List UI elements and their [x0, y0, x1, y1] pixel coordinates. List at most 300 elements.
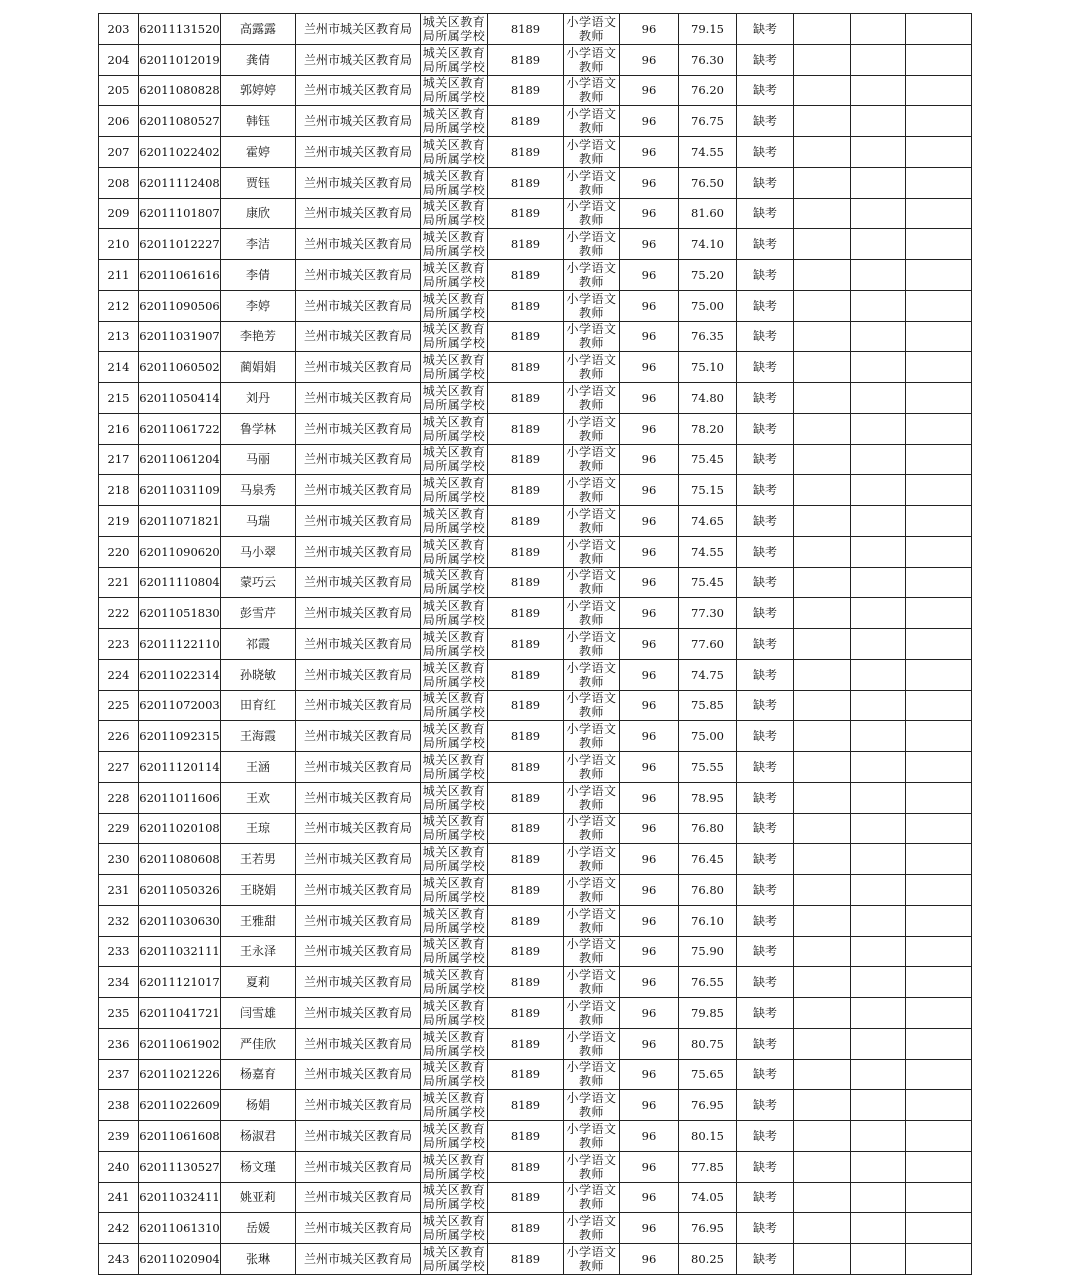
cell-note: 缺考	[737, 1244, 794, 1275]
cell-plan-count: 96	[620, 229, 679, 260]
cell-post: 小学语文教师	[564, 106, 620, 137]
cell-unit: 城关区教育局所属学校	[421, 383, 488, 414]
cell-exam-id: 62011072003	[139, 690, 221, 721]
cell-empty	[851, 690, 906, 721]
cell-plan-count: 96	[620, 752, 679, 783]
cell-post: 小学语文教师	[564, 1213, 620, 1244]
cell-note: 缺考	[737, 1213, 794, 1244]
cell-seq: 243	[99, 1244, 139, 1275]
cell-exam-id: 62011020904	[139, 1244, 221, 1275]
cell-note: 缺考	[737, 260, 794, 291]
cell-unit: 城关区教育局所属学校	[421, 1028, 488, 1059]
cell-empty	[906, 1151, 972, 1182]
cell-empty	[794, 290, 851, 321]
cell-empty	[906, 690, 972, 721]
cell-unit: 城关区教育局所属学校	[421, 536, 488, 567]
cell-plan-count: 96	[620, 598, 679, 629]
cell-score: 76.35	[679, 321, 737, 352]
cell-empty	[851, 629, 906, 660]
cell-note: 缺考	[737, 690, 794, 721]
cell-empty	[851, 137, 906, 168]
cell-unit: 城关区教育局所属学校	[421, 967, 488, 998]
cell-name: 刘丹	[221, 383, 296, 414]
cell-empty	[794, 444, 851, 475]
cell-unit: 城关区教育局所属学校	[421, 260, 488, 291]
table-row	[99, 290, 972, 321]
cell-department: 兰州市城关区教育局	[296, 1151, 421, 1182]
cell-unit: 城关区教育局所属学校	[421, 998, 488, 1029]
cell-empty	[851, 106, 906, 137]
cell-unit: 城关区教育局所属学校	[421, 813, 488, 844]
cell-seq: 203	[99, 14, 139, 45]
cell-name: 王若男	[221, 844, 296, 875]
cell-post-code: 8189	[488, 752, 564, 783]
cell-score: 74.55	[679, 536, 737, 567]
cell-name: 王海霞	[221, 721, 296, 752]
cell-name: 蔺娟娟	[221, 352, 296, 383]
cell-exam-id: 62011031109	[139, 475, 221, 506]
cell-plan-count: 96	[620, 137, 679, 168]
cell-plan-count: 96	[620, 106, 679, 137]
cell-unit: 城关区教育局所属学校	[421, 721, 488, 752]
cell-name: 王永泽	[221, 936, 296, 967]
cell-empty	[906, 167, 972, 198]
cell-empty	[794, 383, 851, 414]
cell-plan-count: 96	[620, 506, 679, 537]
cell-department: 兰州市城关区教育局	[296, 198, 421, 229]
cell-exam-id: 62011092315	[139, 721, 221, 752]
cell-seq: 216	[99, 413, 139, 444]
cell-empty	[794, 1059, 851, 1090]
cell-plan-count: 96	[620, 321, 679, 352]
cell-empty	[906, 905, 972, 936]
cell-score: 75.55	[679, 752, 737, 783]
cell-post-code: 8189	[488, 567, 564, 598]
cell-exam-id: 62011050414	[139, 383, 221, 414]
cell-plan-count: 96	[620, 905, 679, 936]
cell-seq: 233	[99, 936, 139, 967]
cell-name: 康欣	[221, 198, 296, 229]
table-row	[99, 690, 972, 721]
cell-note: 缺考	[737, 813, 794, 844]
cell-empty	[906, 506, 972, 537]
cell-department: 兰州市城关区教育局	[296, 1090, 421, 1121]
cell-post: 小学语文教师	[564, 198, 620, 229]
cell-post: 小学语文教师	[564, 290, 620, 321]
table-row	[99, 721, 972, 752]
cell-note: 缺考	[737, 1090, 794, 1121]
cell-empty	[906, 1059, 972, 1090]
table-row	[99, 321, 972, 352]
cell-seq: 228	[99, 782, 139, 813]
cell-empty	[851, 1213, 906, 1244]
cell-empty	[794, 321, 851, 352]
cell-name: 孙晓敏	[221, 659, 296, 690]
cell-post: 小学语文教师	[564, 321, 620, 352]
table-row	[99, 75, 972, 106]
cell-empty	[906, 813, 972, 844]
cell-department: 兰州市城关区教育局	[296, 1028, 421, 1059]
cell-department: 兰州市城关区教育局	[296, 752, 421, 783]
table-row	[99, 752, 972, 783]
cell-empty	[851, 290, 906, 321]
cell-department: 兰州市城关区教育局	[296, 14, 421, 45]
cell-empty	[794, 967, 851, 998]
cell-note: 缺考	[737, 1028, 794, 1059]
cell-department: 兰州市城关区教育局	[296, 1121, 421, 1152]
cell-empty	[851, 1090, 906, 1121]
cell-plan-count: 96	[620, 659, 679, 690]
cell-seq: 213	[99, 321, 139, 352]
cell-department: 兰州市城关区教育局	[296, 44, 421, 75]
cell-empty	[851, 167, 906, 198]
table-row	[99, 506, 972, 537]
cell-exam-id: 62011032111	[139, 936, 221, 967]
cell-exam-id: 62011032411	[139, 1182, 221, 1213]
cell-post-code: 8189	[488, 321, 564, 352]
cell-exam-id: 62011071821	[139, 506, 221, 537]
cell-seq: 206	[99, 106, 139, 137]
cell-department: 兰州市城关区教育局	[296, 1059, 421, 1090]
cell-seq: 240	[99, 1151, 139, 1182]
cell-note: 缺考	[737, 967, 794, 998]
table-row	[99, 1059, 972, 1090]
cell-empty	[794, 752, 851, 783]
cell-plan-count: 96	[620, 1028, 679, 1059]
table-row	[99, 44, 972, 75]
cell-note: 缺考	[737, 413, 794, 444]
cell-post-code: 8189	[488, 1151, 564, 1182]
cell-post-code: 8189	[488, 75, 564, 106]
cell-unit: 城关区教育局所属学校	[421, 413, 488, 444]
cell-unit: 城关区教育局所属学校	[421, 1090, 488, 1121]
cell-name: 郭婷婷	[221, 75, 296, 106]
cell-post: 小学语文教师	[564, 1028, 620, 1059]
cell-post-code: 8189	[488, 167, 564, 198]
cell-empty	[851, 413, 906, 444]
cell-post-code: 8189	[488, 782, 564, 813]
cell-empty	[851, 1028, 906, 1059]
cell-plan-count: 96	[620, 198, 679, 229]
cell-post-code: 8189	[488, 598, 564, 629]
table-row	[99, 1244, 972, 1275]
cell-empty	[794, 44, 851, 75]
cell-unit: 城关区教育局所属学校	[421, 475, 488, 506]
cell-empty	[794, 598, 851, 629]
cell-post-code: 8189	[488, 413, 564, 444]
cell-department: 兰州市城关区教育局	[296, 167, 421, 198]
cell-exam-id: 62011061902	[139, 1028, 221, 1059]
cell-note: 缺考	[737, 1059, 794, 1090]
cell-seq: 230	[99, 844, 139, 875]
cell-empty	[794, 629, 851, 660]
cell-name: 高露露	[221, 14, 296, 45]
cell-empty	[906, 721, 972, 752]
cell-post: 小学语文教师	[564, 1244, 620, 1275]
cell-department: 兰州市城关区教育局	[296, 875, 421, 906]
cell-exam-id: 62011120114	[139, 752, 221, 783]
cell-empty	[851, 752, 906, 783]
cell-post: 小学语文教师	[564, 905, 620, 936]
cell-empty	[906, 629, 972, 660]
cell-empty	[794, 1151, 851, 1182]
table-row	[99, 998, 972, 1029]
results-sheet	[98, 13, 971, 1274]
cell-empty	[906, 1244, 972, 1275]
cell-unit: 城关区教育局所属学校	[421, 567, 488, 598]
cell-post-code: 8189	[488, 1028, 564, 1059]
cell-department: 兰州市城关区教育局	[296, 905, 421, 936]
cell-name: 李洁	[221, 229, 296, 260]
cell-empty	[794, 260, 851, 291]
cell-department: 兰州市城关区教育局	[296, 321, 421, 352]
cell-department: 兰州市城关区教育局	[296, 629, 421, 660]
cell-empty	[794, 690, 851, 721]
cell-seq: 235	[99, 998, 139, 1029]
cell-empty	[851, 475, 906, 506]
cell-empty	[851, 383, 906, 414]
cell-plan-count: 96	[620, 1151, 679, 1182]
table-row	[99, 260, 972, 291]
cell-score: 78.20	[679, 413, 737, 444]
cell-empty	[906, 1182, 972, 1213]
cell-seq: 214	[99, 352, 139, 383]
table-row	[99, 475, 972, 506]
cell-empty	[906, 659, 972, 690]
cell-empty	[906, 475, 972, 506]
cell-empty	[851, 1121, 906, 1152]
cell-note: 缺考	[737, 844, 794, 875]
cell-name: 马小翠	[221, 536, 296, 567]
cell-exam-id: 62011061616	[139, 260, 221, 291]
cell-post-code: 8189	[488, 106, 564, 137]
table-row	[99, 598, 972, 629]
cell-unit: 城关区教育局所属学校	[421, 1059, 488, 1090]
cell-post-code: 8189	[488, 1244, 564, 1275]
cell-post-code: 8189	[488, 198, 564, 229]
cell-seq: 219	[99, 506, 139, 537]
cell-score: 75.85	[679, 690, 737, 721]
cell-unit: 城关区教育局所属学校	[421, 875, 488, 906]
cell-post-code: 8189	[488, 690, 564, 721]
cell-empty	[794, 1182, 851, 1213]
table-row	[99, 629, 972, 660]
cell-note: 缺考	[737, 290, 794, 321]
cell-empty	[906, 598, 972, 629]
cell-name: 王琼	[221, 813, 296, 844]
cell-empty	[794, 567, 851, 598]
cell-unit: 城关区教育局所属学校	[421, 137, 488, 168]
cell-note: 缺考	[737, 475, 794, 506]
table-row	[99, 1182, 972, 1213]
cell-empty	[906, 1121, 972, 1152]
cell-note: 缺考	[737, 229, 794, 260]
cell-post: 小学语文教师	[564, 782, 620, 813]
cell-empty	[906, 75, 972, 106]
table-row	[99, 229, 972, 260]
cell-empty	[794, 106, 851, 137]
cell-empty	[794, 936, 851, 967]
cell-post-code: 8189	[488, 813, 564, 844]
cell-plan-count: 96	[620, 936, 679, 967]
cell-post: 小学语文教师	[564, 137, 620, 168]
cell-empty	[794, 198, 851, 229]
cell-score: 76.80	[679, 875, 737, 906]
cell-plan-count: 96	[620, 690, 679, 721]
cell-unit: 城关区教育局所属学校	[421, 690, 488, 721]
cell-empty	[906, 413, 972, 444]
cell-note: 缺考	[737, 444, 794, 475]
cell-empty	[794, 1028, 851, 1059]
cell-empty	[794, 875, 851, 906]
cell-post-code: 8189	[488, 506, 564, 537]
cell-note: 缺考	[737, 44, 794, 75]
cell-name: 张琳	[221, 1244, 296, 1275]
table-row	[99, 813, 972, 844]
cell-post-code: 8189	[488, 998, 564, 1029]
cell-empty	[906, 998, 972, 1029]
cell-exam-id: 62011090506	[139, 290, 221, 321]
table-row	[99, 967, 972, 998]
cell-score: 78.95	[679, 782, 737, 813]
cell-department: 兰州市城关区教育局	[296, 536, 421, 567]
cell-exam-id: 62011110804	[139, 567, 221, 598]
cell-empty	[906, 844, 972, 875]
cell-seq: 221	[99, 567, 139, 598]
cell-empty	[851, 1059, 906, 1090]
cell-seq: 209	[99, 198, 139, 229]
cell-plan-count: 96	[620, 383, 679, 414]
cell-name: 岳媛	[221, 1213, 296, 1244]
cell-note: 缺考	[737, 905, 794, 936]
cell-empty	[906, 1090, 972, 1121]
cell-score: 74.75	[679, 659, 737, 690]
cell-empty	[906, 444, 972, 475]
cell-empty	[906, 229, 972, 260]
cell-unit: 城关区教育局所属学校	[421, 598, 488, 629]
cell-empty	[851, 260, 906, 291]
cell-empty	[851, 321, 906, 352]
cell-exam-id: 62011122110	[139, 629, 221, 660]
cell-score: 80.15	[679, 1121, 737, 1152]
cell-name: 马泉秀	[221, 475, 296, 506]
cell-plan-count: 96	[620, 14, 679, 45]
cell-empty	[906, 782, 972, 813]
cell-post: 小学语文教师	[564, 1121, 620, 1152]
cell-name: 杨娟	[221, 1090, 296, 1121]
cell-note: 缺考	[737, 936, 794, 967]
table-row	[99, 1121, 972, 1152]
cell-note: 缺考	[737, 659, 794, 690]
cell-department: 兰州市城关区教育局	[296, 936, 421, 967]
cell-post: 小学语文教师	[564, 383, 620, 414]
cell-unit: 城关区教育局所属学校	[421, 506, 488, 537]
table-row	[99, 844, 972, 875]
cell-score: 75.45	[679, 444, 737, 475]
cell-exam-id: 62011020108	[139, 813, 221, 844]
cell-score: 76.55	[679, 967, 737, 998]
cell-unit: 城关区教育局所属学校	[421, 936, 488, 967]
cell-seq: 227	[99, 752, 139, 783]
cell-score: 76.80	[679, 813, 737, 844]
cell-plan-count: 96	[620, 413, 679, 444]
cell-post: 小学语文教师	[564, 1151, 620, 1182]
cell-empty	[906, 137, 972, 168]
cell-score: 81.60	[679, 198, 737, 229]
cell-plan-count: 96	[620, 875, 679, 906]
cell-exam-id: 62011121017	[139, 967, 221, 998]
cell-exam-id: 62011061310	[139, 1213, 221, 1244]
cell-empty	[794, 782, 851, 813]
cell-empty	[794, 506, 851, 537]
cell-unit: 城关区教育局所属学校	[421, 321, 488, 352]
cell-empty	[851, 659, 906, 690]
cell-exam-id: 62011101807	[139, 198, 221, 229]
cell-department: 兰州市城关区教育局	[296, 598, 421, 629]
cell-post: 小学语文教师	[564, 1090, 620, 1121]
table-row	[99, 1028, 972, 1059]
cell-plan-count: 96	[620, 998, 679, 1029]
cell-unit: 城关区教育局所属学校	[421, 106, 488, 137]
cell-department: 兰州市城关区教育局	[296, 567, 421, 598]
cell-department: 兰州市城关区教育局	[296, 506, 421, 537]
cell-plan-count: 96	[620, 444, 679, 475]
cell-empty	[851, 444, 906, 475]
cell-name: 蒙巧云	[221, 567, 296, 598]
cell-unit: 城关区教育局所属学校	[421, 352, 488, 383]
cell-post: 小学语文教师	[564, 598, 620, 629]
cell-empty	[794, 14, 851, 45]
cell-score: 74.05	[679, 1182, 737, 1213]
cell-post: 小学语文教师	[564, 721, 620, 752]
cell-department: 兰州市城关区教育局	[296, 137, 421, 168]
cell-empty	[794, 905, 851, 936]
cell-empty	[851, 813, 906, 844]
cell-plan-count: 96	[620, 536, 679, 567]
cell-post-code: 8189	[488, 444, 564, 475]
cell-seq: 229	[99, 813, 139, 844]
cell-plan-count: 96	[620, 1244, 679, 1275]
cell-score: 74.55	[679, 137, 737, 168]
cell-empty	[851, 875, 906, 906]
cell-note: 缺考	[737, 752, 794, 783]
cell-empty	[906, 14, 972, 45]
cell-empty	[906, 198, 972, 229]
cell-post-code: 8189	[488, 936, 564, 967]
cell-note: 缺考	[737, 14, 794, 45]
cell-unit: 城关区教育局所属学校	[421, 229, 488, 260]
cell-empty	[851, 1151, 906, 1182]
table-row	[99, 198, 972, 229]
cell-empty	[794, 721, 851, 752]
cell-note: 缺考	[737, 536, 794, 567]
cell-department: 兰州市城关区教育局	[296, 813, 421, 844]
cell-name: 马丽	[221, 444, 296, 475]
cell-score: 75.15	[679, 475, 737, 506]
cell-seq: 211	[99, 260, 139, 291]
cell-department: 兰州市城关区教育局	[296, 444, 421, 475]
cell-exam-id: 62011030630	[139, 905, 221, 936]
cell-empty	[794, 75, 851, 106]
cell-empty	[906, 44, 972, 75]
cell-empty	[906, 967, 972, 998]
cell-post: 小学语文教师	[564, 629, 620, 660]
cell-seq: 225	[99, 690, 139, 721]
cell-score: 77.85	[679, 1151, 737, 1182]
table-row	[99, 352, 972, 383]
cell-department: 兰州市城关区教育局	[296, 1213, 421, 1244]
cell-empty	[851, 536, 906, 567]
